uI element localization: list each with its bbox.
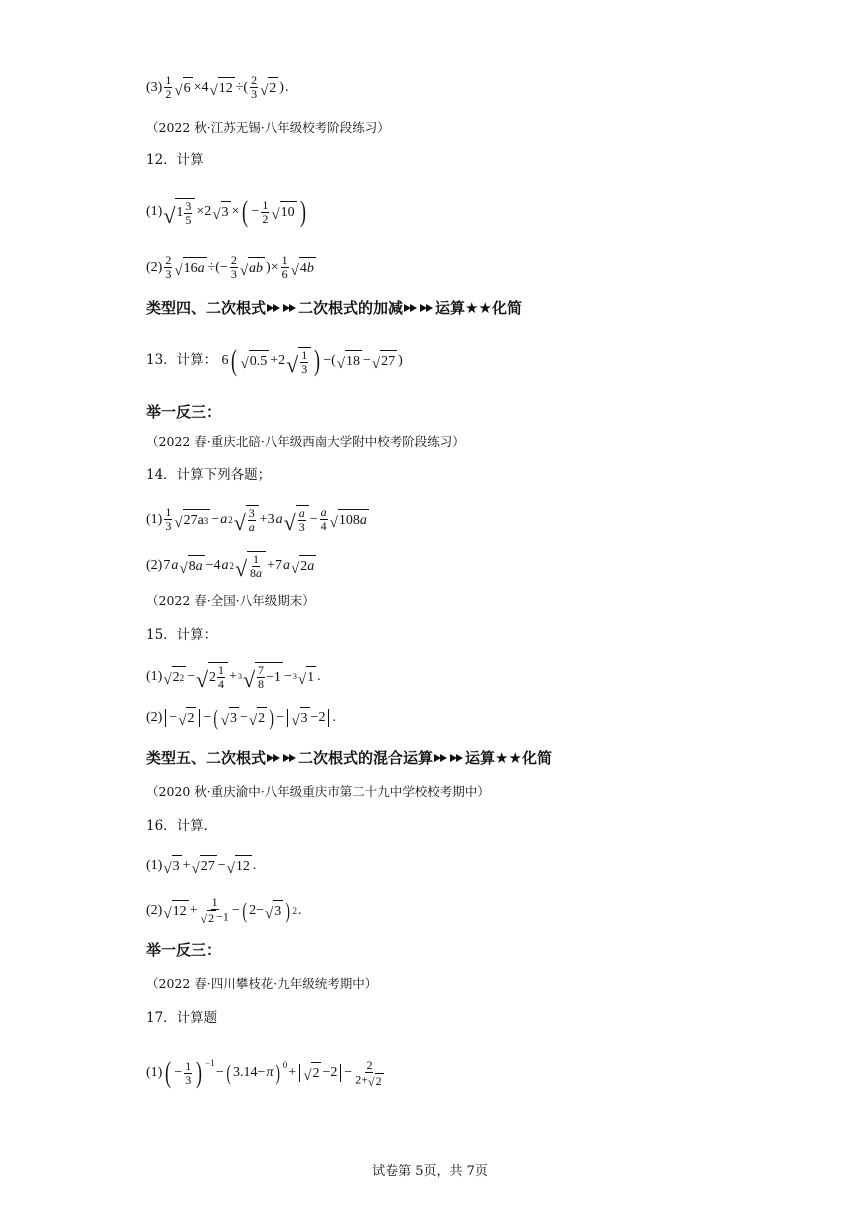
part-label: (3) xyxy=(146,79,163,95)
question-13: 13．计算： 6 ( √ 0.5 +2 √ $\frac{1}{3}$ ) −( √ 18 − √ 27 ) xyxy=(146,344,403,377)
section-heading-type-5: 类型五、二次根式 二次根式的混合运算 运算★★化简 xyxy=(146,749,552,767)
double-arrow-icon xyxy=(433,749,465,769)
part-label: (1) xyxy=(146,858,163,873)
question-17-title: 17．计算题 xyxy=(146,1010,218,1026)
math-expression: 6 ( √ 0.5 +2 √ $\frac{1}{3}$ ) −( √ 18 − √ 27 ) xyxy=(221,344,403,377)
question-16-part-1: (1) √ 3 + √ 27 − √ 12 . xyxy=(146,855,256,877)
problem-11-part-3 xyxy=(146,74,288,101)
part-label: (1) xyxy=(146,668,163,684)
question-15-title: 15．计算： xyxy=(146,627,218,643)
section-subheading-practice: 举一反三： xyxy=(146,403,222,421)
section-heading-type-4: 类型四、二次根式 二次根式的加减 运算★★化简 xyxy=(146,299,522,317)
question-15-part-2: (2) − √ 2 − ( √ 3 − √ 2 ) − √ 3 −2 . xyxy=(146,705,336,730)
part-label: (2) xyxy=(146,710,163,725)
question-17-part-1: (1) ( − $\frac{1}{3}$ ) $^{-1}$ − ( 3.14− π ) $^0$ + √ 2 −2 − 2 2+ √ 2 xyxy=(146,1056,382,1089)
period: . xyxy=(284,79,289,95)
question-12-part-2: (2) $\frac{2}{3}$ √ 16 a ÷(− $\frac{2}{3}$ √ ab )× $\frac{1}{6}$ √ 4 b xyxy=(146,253,314,281)
source-note: （2020 秋·重庆渝中·八年级重庆市第二十九中学校校考期中） xyxy=(146,784,490,799)
part-label: (2) xyxy=(146,259,163,275)
question-16-part-2: (2) √ 12 + 1 √ 2 −1 − ( 2− √ 3 ) 2 . xyxy=(146,895,302,926)
question-12-title: 12．计算 xyxy=(146,152,204,168)
part-label: (2) xyxy=(146,902,163,918)
double-arrow-icon xyxy=(266,749,298,769)
page-footer: 试卷第 5页，共 7页 xyxy=(372,1164,488,1179)
double-arrow-icon xyxy=(403,299,435,319)
source-note: （2022 春·四川攀枝花·九年级统考期中） xyxy=(146,976,378,991)
source-note: （2022 春·重庆北碚·八年级西南大学附中校考阶段练习） xyxy=(146,434,465,449)
question-16-title: 16．计算． xyxy=(146,818,218,834)
math-expression: (3) $\frac{1}{2}$ √ 6 ×4 √ 12 ÷( $\frac{2}{3}$ √ 2 ) . xyxy=(146,73,289,101)
question-15-part-1: (1) √ 2 2 − √ 2 $\frac{1}{4}$ + 3 √ $\frac{7}{8}$ −1 − 3 √ 1 . xyxy=(146,663,321,692)
source-note: （2022 秋·江苏无锡·八年级校考阶段练习） xyxy=(146,120,390,135)
part-label: (1) xyxy=(146,511,163,527)
section-subheading-practice: 举一反三： xyxy=(146,941,222,959)
question-14-part-2: (2) 7 a √ 8 a −4 a 2 √ $\frac{1}{8a}$ +7 a √ 2 a xyxy=(146,552,315,581)
question-12-part-1: (1) √ 1 $\frac{3}{5}$ ×2 √ 3 × ( − $\frac{1}{2}$ √ 10 ) xyxy=(146,195,306,228)
source-note: （2022 春·全国·八年级期末） xyxy=(146,593,315,608)
double-arrow-icon xyxy=(266,299,298,319)
question-14-part-1: (1) $\frac{1}{3}$ √ 27a 3 − a 2 √ $\frac{3}{a}$ +3 a √ $\frac{a}{3}$ − $\frac{a}{4}$ √ 108 a xyxy=(146,505,367,535)
part-label: (1) xyxy=(146,1065,163,1080)
part-label: (2) xyxy=(146,557,163,573)
question-14-title: 14．计算下列各题； xyxy=(146,467,272,483)
part-label: (1) xyxy=(146,204,163,219)
star-icon: ★★ xyxy=(495,749,522,767)
star-icon: ★★ xyxy=(465,299,492,317)
